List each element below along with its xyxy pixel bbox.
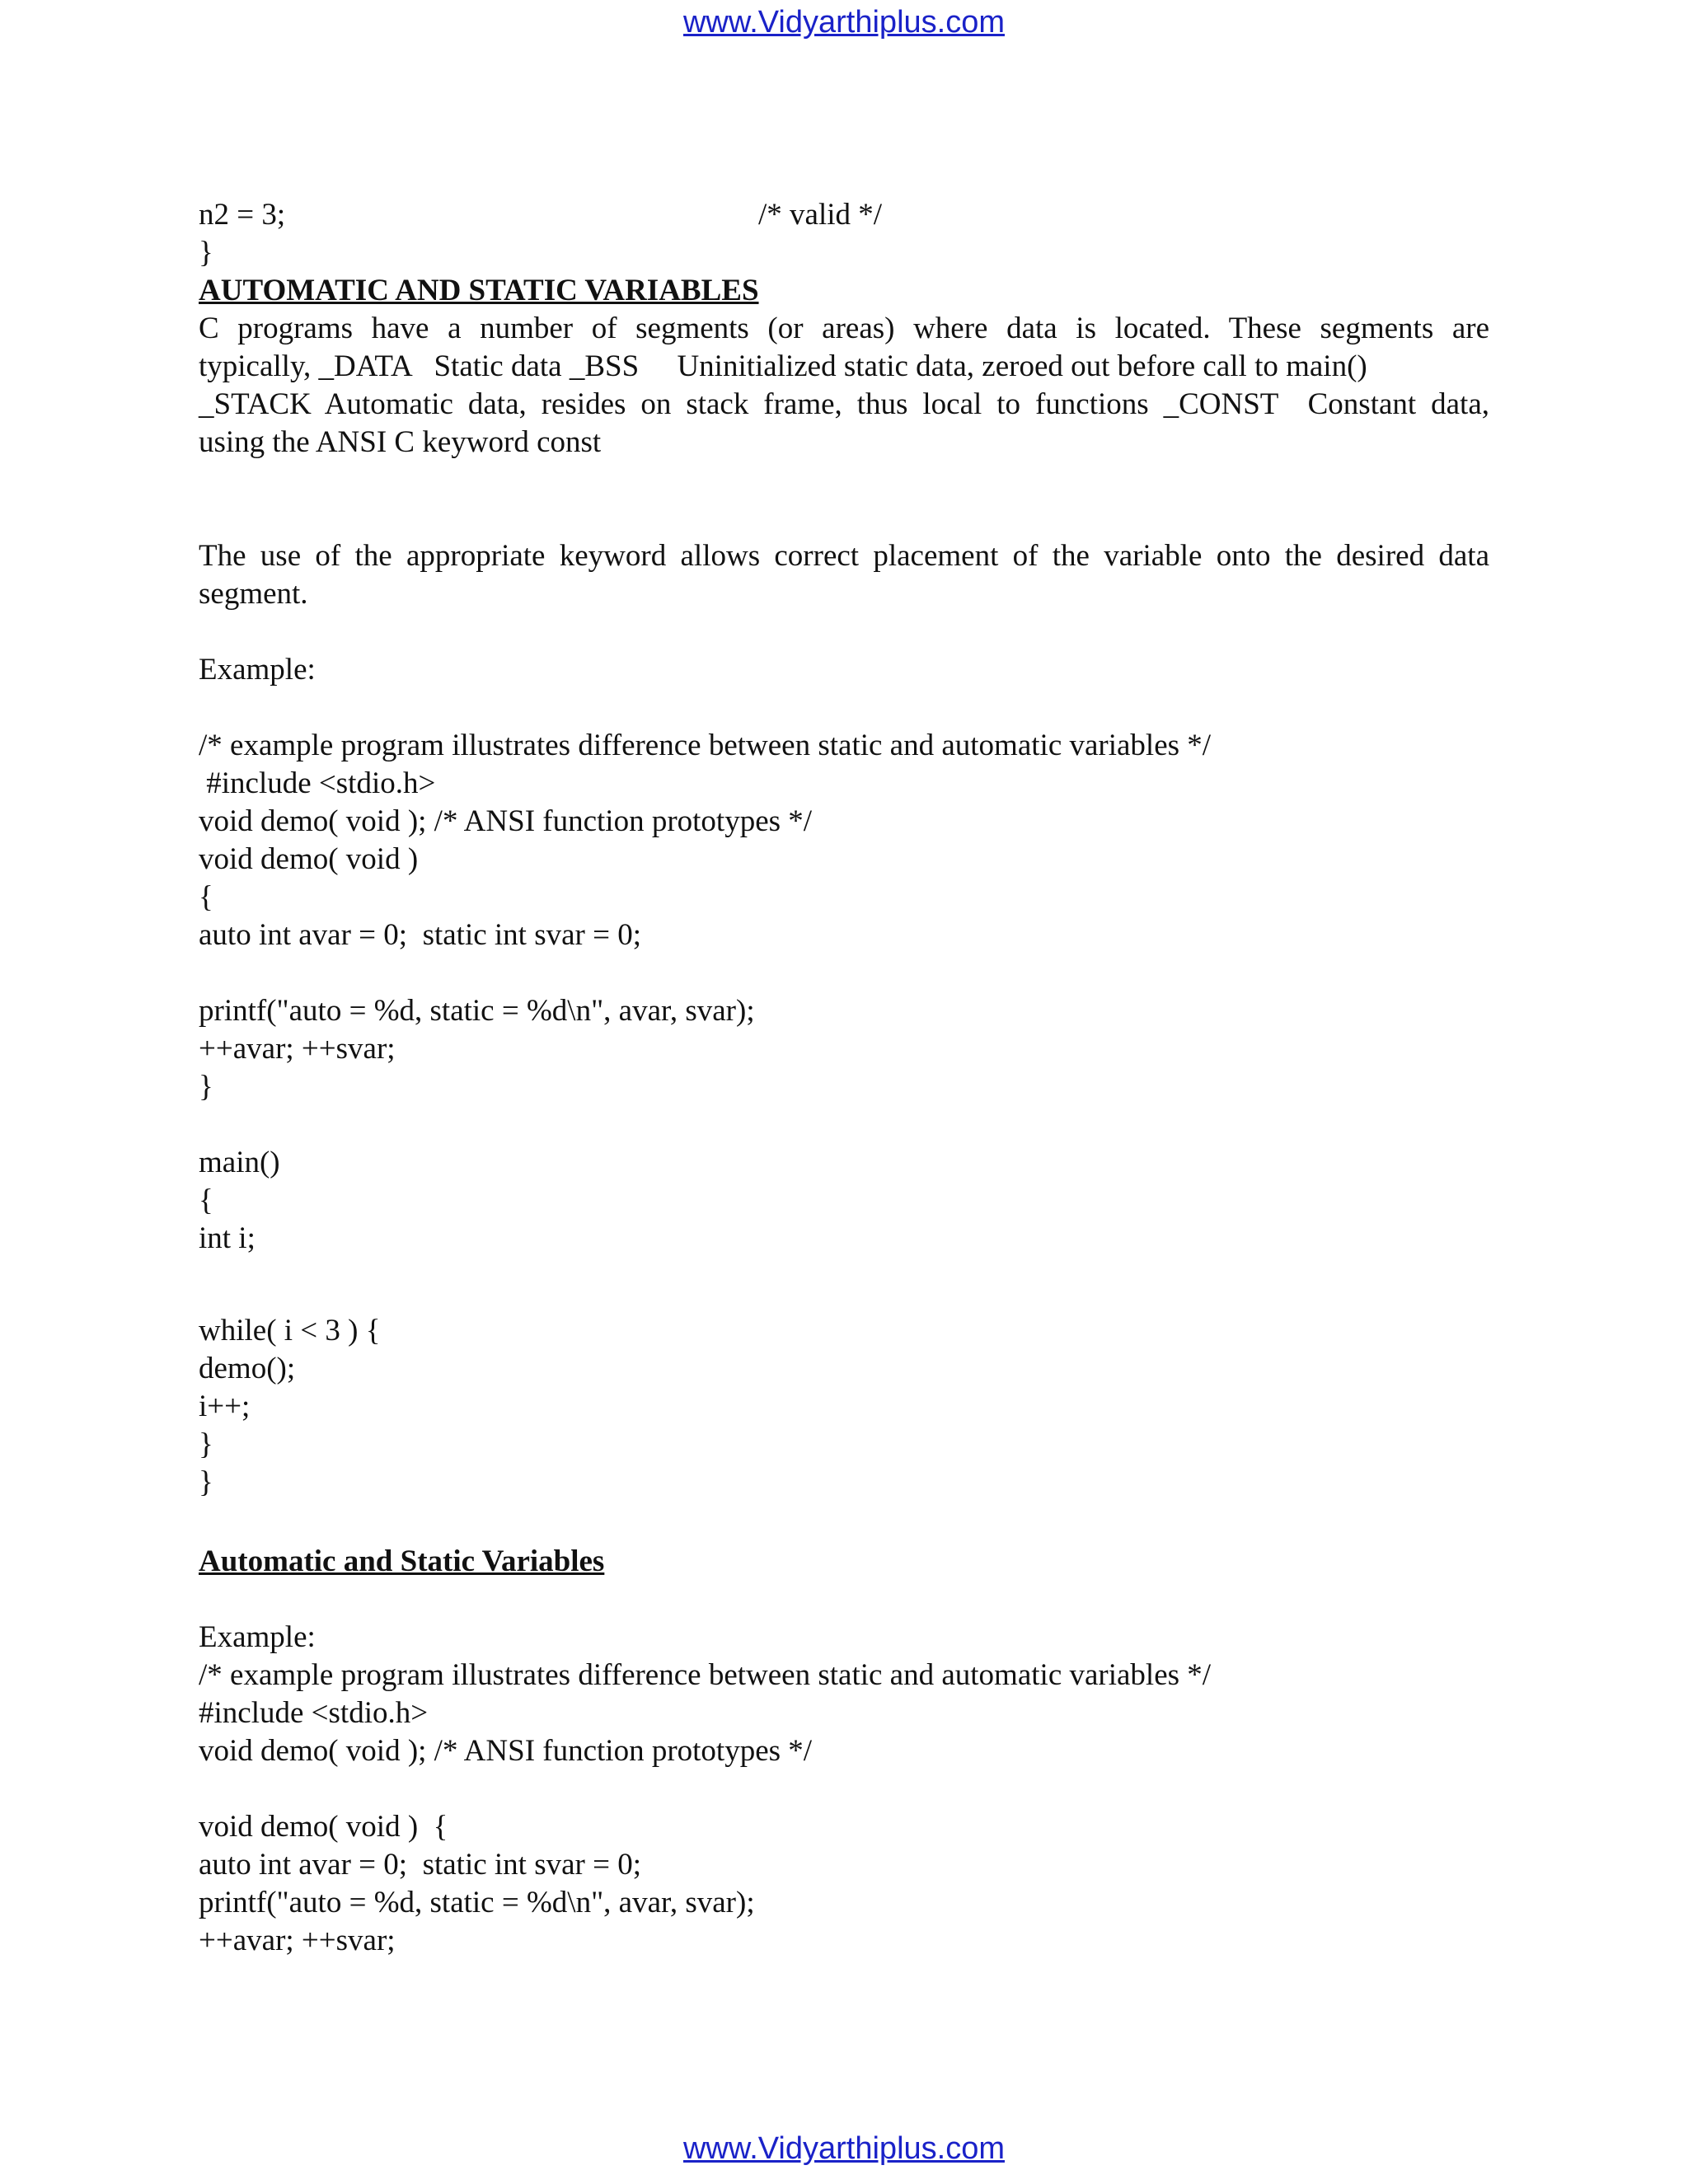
code-line: printf("auto = %d, static = %d\n", avar, svar); — [199, 994, 755, 1028]
code-line: int i; — [199, 1221, 256, 1255]
paragraph-line: typically, _DATA Static data _BSS Uninitialized static data, zeroed out before call to main() — [199, 349, 1367, 383]
code-line-close-brace: } — [199, 236, 213, 269]
code-line: } — [199, 1427, 213, 1461]
example-label: Example: — [199, 653, 316, 687]
footer-site-link[interactable]: www.Vidyarthiplus.com — [682, 2131, 1005, 2166]
code-line: #include <stdio.h> — [199, 1696, 429, 1730]
code-line: printf("auto = %d, static = %d\n", avar, svar); — [199, 1886, 755, 1919]
code-line: } — [199, 1465, 213, 1499]
code-line: void demo( void ) { — [199, 1810, 448, 1844]
code-line: ++avar; ++svar; — [199, 1032, 396, 1066]
code-line: void demo( void ); /* ANSI function prototypes */ — [199, 1734, 813, 1768]
code-line: auto int avar = 0; static int svar = 0; — [199, 918, 642, 952]
paragraph-line: C programs have a number of segments (or areas) where data is located. These segments are — [199, 312, 1489, 345]
paragraph-line: segment. — [199, 577, 308, 611]
code-line: } — [199, 1070, 213, 1104]
code-line: { — [199, 1183, 213, 1217]
code-line: demo(); — [199, 1352, 296, 1385]
code-line: ++avar; ++svar; — [199, 1924, 396, 1957]
code-line: main() — [199, 1146, 280, 1179]
code-line: #include <stdio.h> — [199, 766, 436, 800]
section-heading-automatic-static-variables: Automatic and Static Variables — [199, 1544, 605, 1578]
example-label: Example: — [199, 1620, 316, 1654]
code-line: auto int avar = 0; static int svar = 0; — [199, 1848, 642, 1882]
code-comment-valid: /* valid */ — [758, 198, 883, 232]
section-heading-automatic-static: AUTOMATIC AND STATIC VARIABLES — [199, 274, 759, 307]
header-site-link[interactable]: www.Vidyarthiplus.com — [682, 5, 1005, 40]
code-line: /* example program illustrates difference between static and automatic variables */ — [199, 729, 1212, 762]
segments-paragraph — [199, 310, 1489, 462]
paragraph-line: _STACK Automatic data, resides on stack frame, thus local to functions _CONST Constant data, — [199, 387, 1489, 421]
paragraph-line: The use of the appropriate keyword allows correct placement of the variable onto the desired data — [199, 539, 1489, 573]
code-line: void demo( void ); /* ANSI function prototypes */ — [199, 804, 813, 838]
code-line: /* example program illustrates difference between static and automatic variables */ — [199, 1658, 1212, 1692]
code-line: i++; — [199, 1390, 251, 1423]
code-line-n2: n2 = 3; — [199, 198, 286, 232]
code-line: void demo( void ) — [199, 842, 419, 876]
code-line: { — [199, 880, 213, 914]
paragraph-line: using the ANSI C keyword const — [199, 425, 602, 459]
code-line: while( i < 3 ) { — [199, 1314, 381, 1347]
keyword-paragraph — [199, 537, 1489, 613]
